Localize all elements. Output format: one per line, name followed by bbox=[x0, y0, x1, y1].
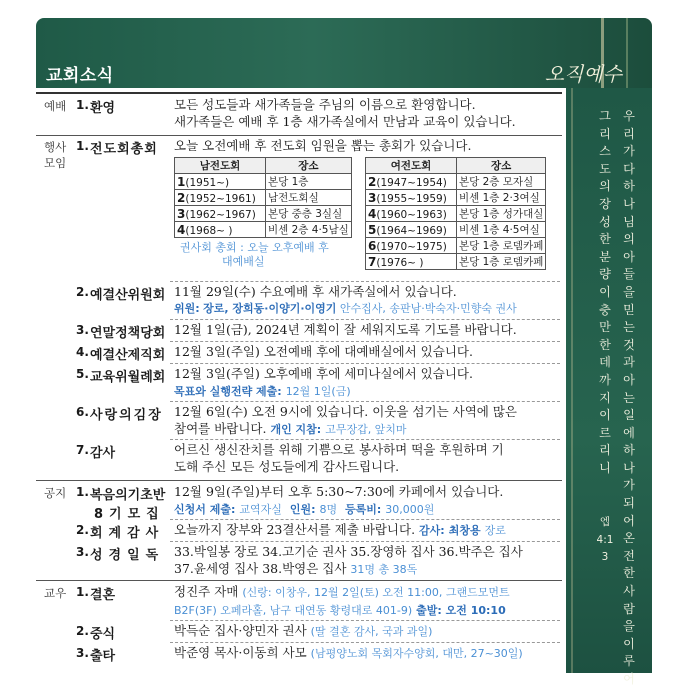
text-line: 모든 성도들과 새가족들을 주님의 이름으로 환영합니다. bbox=[174, 97, 476, 112]
divider bbox=[36, 92, 562, 94]
category-events bbox=[44, 139, 66, 171]
table-header: 장소 bbox=[266, 158, 352, 174]
section-title-gospel-class bbox=[90, 484, 170, 522]
label: 신청서 제출: bbox=[174, 502, 236, 516]
verse-sidebar bbox=[566, 88, 652, 686]
women-council-note bbox=[180, 241, 329, 269]
category-worship: 예배 bbox=[44, 99, 67, 113]
table-row: 7(1976~ ) 본당 1층 로뎀카페 bbox=[366, 254, 546, 270]
text-line: 권사회 총회 : 오늘 오후예배 후 bbox=[180, 241, 329, 254]
members: 안수집사, 송판남·박숙자·민향숙 bbox=[339, 301, 493, 315]
education-text bbox=[174, 366, 562, 401]
divider bbox=[170, 519, 560, 520]
audit-text bbox=[174, 522, 562, 540]
items: 고무장갑, 앞치마 bbox=[325, 422, 407, 436]
item-number: 3. bbox=[76, 545, 89, 559]
table-header: 여전도회 bbox=[366, 158, 457, 174]
section-title-audit: 회계감사 bbox=[90, 526, 165, 541]
table-row: 4(1968~ ) 비센 2층 4·5남실 bbox=[175, 222, 352, 238]
item-number: 1. bbox=[76, 98, 89, 112]
item-number: 6. bbox=[76, 405, 89, 419]
text-line: 12월 9일(주일)부터 오후 5:30~7:30에 카페에서 있습니다. bbox=[174, 484, 504, 499]
item-number: 3. bbox=[76, 646, 89, 660]
category-line: 행사 bbox=[44, 140, 67, 154]
table-row: 3(1955~1959) 비센 1층 2·3여실 bbox=[366, 190, 546, 206]
category-line: 모임 bbox=[44, 156, 67, 170]
settlement-text: 12월 3일(주일) 오전예배 후에 대예배실에서 있습니다. bbox=[174, 344, 473, 359]
divider bbox=[170, 281, 560, 282]
table-header: 장소 bbox=[457, 158, 546, 174]
label: 등록비: bbox=[345, 502, 382, 516]
text-line: 12월 6일(수) 오전 9시에 있습니다. 이웃을 섬기는 사역에 많은 bbox=[174, 404, 517, 419]
kimjang-text bbox=[174, 404, 562, 439]
departure: 출발: 오전 10:10 bbox=[416, 603, 506, 617]
item-number: 1. bbox=[76, 485, 89, 499]
value: 8명 bbox=[319, 502, 338, 516]
policy-text: 12월 1일(금), 2024년 계획이 잘 세워지도록 기도를 바랍니다. bbox=[174, 322, 517, 337]
text-line: 정진주 자매 bbox=[174, 584, 239, 599]
item-number: 2. bbox=[76, 285, 89, 299]
item-number: 5. bbox=[76, 367, 89, 381]
item-number: 2. bbox=[76, 624, 89, 638]
text-line: 11월 29일(수) 수요예배 후 새가족실에서 있습니다. bbox=[174, 284, 457, 299]
section-title-education: 교육위월례회 bbox=[90, 370, 166, 385]
section-title-kimjang: 사랑의김장 bbox=[90, 408, 163, 423]
page-header bbox=[36, 18, 652, 88]
women-conference-table bbox=[365, 157, 546, 270]
item-number: 4. bbox=[76, 345, 89, 359]
verse-reference: 엡4:13 bbox=[596, 516, 614, 564]
table-row: 6(1970~1975) 본당 1층 로뎀카페 bbox=[366, 238, 546, 254]
members: 장로, 장희동·이양기·이영기 bbox=[203, 301, 337, 315]
item-number: 3. bbox=[76, 323, 89, 337]
thanks-text bbox=[174, 442, 562, 476]
wedding-text bbox=[174, 584, 562, 620]
budget-text bbox=[174, 284, 562, 318]
divider bbox=[170, 541, 560, 542]
divider bbox=[170, 439, 560, 440]
table-row: 4(1960~1963) 본당 1층 성가대실 bbox=[366, 206, 546, 222]
section-title-travel: 출타 bbox=[90, 649, 116, 664]
item-number: 1. bbox=[76, 139, 89, 153]
section-title-settlement: 예결산제직회 bbox=[90, 348, 166, 363]
item-number: 7. bbox=[76, 443, 89, 457]
details: (신랑: 이창우, 12월 2일(토) 오전 11:00, 그랜드모먼트 bbox=[242, 586, 510, 599]
category-notice: 공지 bbox=[44, 486, 67, 500]
divider bbox=[36, 480, 562, 481]
divider bbox=[170, 341, 560, 342]
name: 최창용 bbox=[448, 524, 481, 537]
cross-decoration bbox=[571, 88, 573, 673]
table-row: 2(1947~1954) 본당 2층 모자실 bbox=[366, 174, 546, 190]
section-title-conference: 전도회총회 bbox=[90, 142, 158, 157]
page-title: 교회소식 bbox=[46, 66, 114, 86]
text-line: 박득순 집사·양민자 권사 bbox=[174, 623, 307, 638]
divider bbox=[36, 135, 562, 136]
table-row: 2(1952~1961) 남전도회실 bbox=[175, 190, 352, 206]
divider bbox=[170, 620, 560, 621]
welcome-text bbox=[174, 97, 562, 131]
value: 30,000원 bbox=[385, 502, 435, 516]
divider bbox=[170, 642, 560, 643]
table-row: 3(1962~1967) 본당 중층 3실실 bbox=[175, 206, 352, 222]
note: (딸 결혼 감사, 국과 과일) bbox=[310, 625, 433, 638]
text-line: 오늘까지 장부와 23결산서를 제출 바랍니다. bbox=[174, 522, 416, 537]
table-row: 1(1951~) 본당 1층 bbox=[175, 174, 352, 190]
item-number: 1. bbox=[76, 585, 89, 599]
text-line: 도해 주신 모든 성도들에게 감사드립니다. bbox=[174, 458, 400, 474]
text-line: 37.윤세영 집사 38.박영은 집사 bbox=[174, 560, 347, 576]
total: 31명 총 38독 bbox=[350, 562, 418, 576]
label: 인원: bbox=[289, 502, 316, 516]
title-suffix: 장로 bbox=[484, 524, 506, 537]
label: 위원: bbox=[174, 301, 200, 315]
text-line: 12월 3일(주일) 오후예배 후에 세미나실에서 있습니다. bbox=[174, 366, 473, 381]
section-title-policy: 연말정책당회 bbox=[90, 326, 166, 341]
gospel-class-text bbox=[174, 484, 562, 519]
members: 권사 bbox=[495, 301, 517, 315]
text-line: 어르신 생신잔치를 위해 기쁨으로 봉사하며 떡을 후원하며 기 bbox=[174, 442, 504, 457]
section-title-lunch: 중식 bbox=[90, 627, 116, 642]
section-title-bible-reading: 성경일독 bbox=[90, 548, 165, 563]
text-line: 복음의기초반 bbox=[90, 488, 166, 503]
men-conference-table bbox=[174, 157, 352, 238]
brand-logo: 오직예수 bbox=[544, 62, 622, 86]
section-title-budget: 예결산위원회 bbox=[90, 288, 166, 303]
conference-text: 오늘 오전예배 후 전도회 임원을 뽑는 총회가 있습니다. bbox=[174, 138, 472, 153]
text-line: 8기모집 bbox=[94, 507, 165, 522]
text-line: 박준영 목사·이동희 사모 bbox=[174, 645, 307, 660]
divider bbox=[170, 319, 560, 320]
bible-reading-text bbox=[174, 544, 562, 579]
category-members: 교우 bbox=[44, 586, 67, 600]
brush-decoration bbox=[626, 18, 628, 88]
section-title-thanks: 감사 bbox=[90, 446, 116, 461]
details: B2F(3F) 오페라홀, 남구 대연동 황령대로 401-9) bbox=[174, 603, 413, 617]
divider bbox=[170, 401, 560, 402]
lunch-text bbox=[174, 623, 562, 641]
section-title-wedding: 결혼 bbox=[90, 588, 116, 603]
section-title-welcome: 환영 bbox=[90, 101, 116, 116]
value: 교역자실 bbox=[239, 502, 282, 516]
deadline: 12월 1일(금) bbox=[285, 384, 351, 398]
label: 개인 지참: bbox=[270, 422, 322, 436]
label: 목표와 실행전략 제출: bbox=[174, 384, 282, 398]
note: (남평양노회 목회자수양회, 대만, 27~30일) bbox=[310, 647, 523, 660]
verse-column-2: 그리스도의장성한분량이충만한데까지이르리니 bbox=[599, 109, 611, 475]
divider bbox=[36, 580, 562, 581]
text-line: 33.박일봉 장로 34.고기순 권사 35.장영하 집사 36.박주은 집사 bbox=[174, 544, 523, 559]
travel-text bbox=[174, 645, 562, 663]
divider bbox=[170, 363, 560, 364]
table-header: 남전도회 bbox=[175, 158, 266, 174]
text-line: 새가족들은 예배 후 1층 새가족실에서 만남과 교육이 있습니다. bbox=[174, 113, 516, 129]
table-row: 5(1964~1969) 비센 1층 4·5여실 bbox=[366, 222, 546, 238]
item-number: 2. bbox=[76, 523, 89, 537]
verse-column-1: 우리가다하나님의아들을믿는것과아는일에하나가되어온전한사람을이루어 bbox=[623, 109, 635, 686]
label: 감사: bbox=[419, 524, 445, 537]
text-line: 대예배실 bbox=[222, 255, 265, 268]
text-line: 참여를 바랍니다. bbox=[174, 420, 267, 436]
